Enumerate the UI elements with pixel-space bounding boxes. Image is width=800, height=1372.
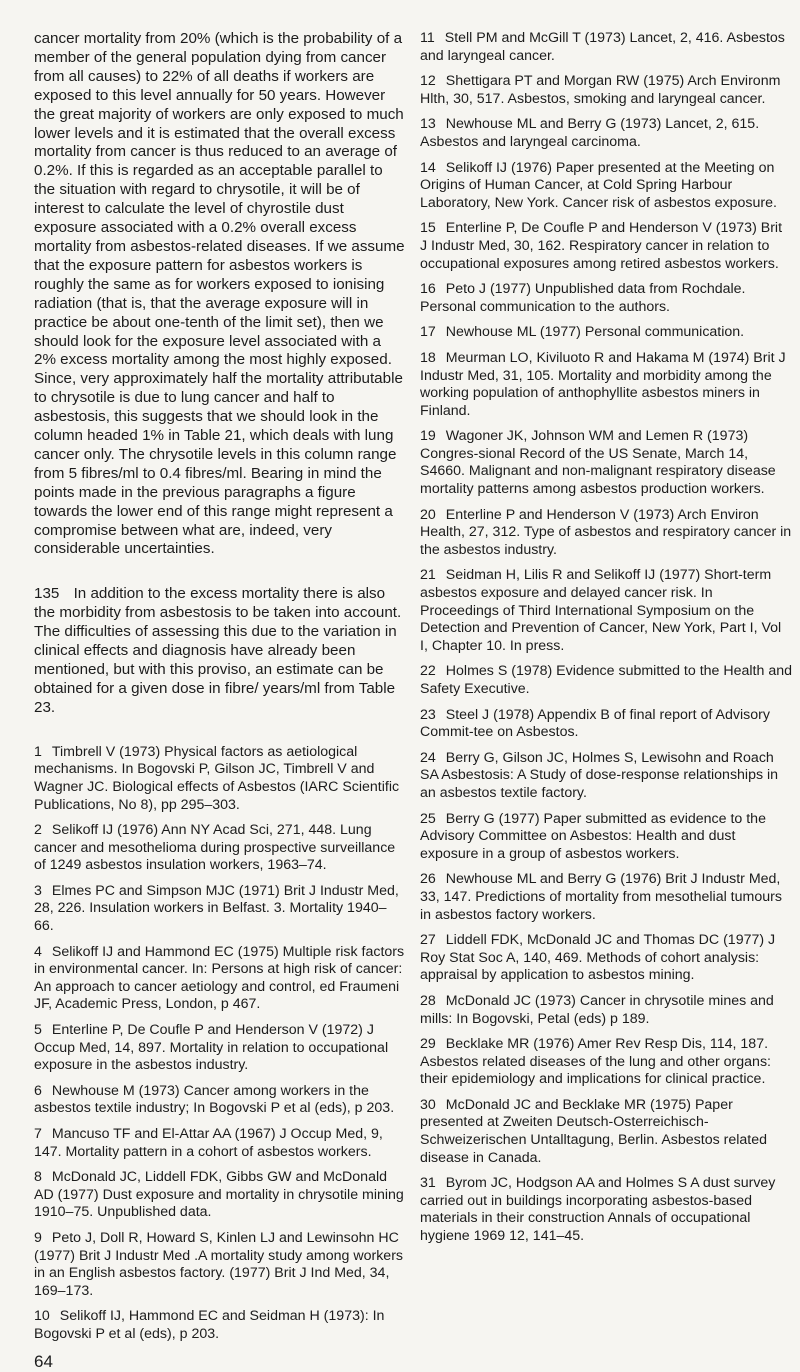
reference-number: 12 (420, 73, 436, 90)
reference-text: Newhouse ML (1977) Personal communication. (445, 324, 745, 341)
reference-number: 3 (34, 882, 42, 899)
reference-text: Steel J (1978) Appendix B of final report of Advisory Commit-tee on Asbestos. (420, 706, 770, 741)
reference-item (34, 822, 406, 875)
reference-number: 7 (34, 1126, 42, 1142)
reference-item (420, 160, 792, 213)
reference-item (420, 428, 792, 498)
reference-item (420, 73, 792, 108)
paragraph-135 (34, 585, 406, 717)
reference-number: 30 (420, 1096, 436, 1113)
reference-number: 4 (34, 943, 42, 960)
reference-number: 29 (420, 1036, 436, 1053)
reference-text: Selikoff IJ (1976) Paper presented at the Meeting on Origins of Human Cancer, at Cold Spring Harbour Laboratory, New York. Cancer risk of asbestos exposure. (420, 159, 777, 211)
reference-number: 28 (420, 992, 436, 1009)
reference-text: Shettigara PT and Morgan RW (1975) Arch Environm Hlth, 30, 517. Asbestos, smoking and laryngeal cancer. (420, 73, 781, 107)
reference-text: Newhouse M (1973) Cancer among workers in the asbestos textile industry; In Bogovski P et al (eds), p 203. (34, 1082, 395, 1117)
reference-text: Selikoff IJ and Hammond EC (1975) Multiple risk factors in environmental cancer. In: Persons at high risk of cancer: An approach to cancer aetiology and control, ed Fraumeni JF, Academic Press, London, p 467. (34, 943, 405, 1013)
reference-number: 19 (420, 428, 436, 445)
reference-number: 14 (420, 159, 436, 176)
references-list-left (34, 744, 406, 1344)
reference-text: Wagoner JK, Johnson WM and Lemen R (1973) Congres-sional Record of the US Senate, March 14, S4660. Malignant and non-malignant respiratory disease mortality patterns among asbestos production workers. (420, 428, 776, 498)
reference-number: 23 (420, 706, 436, 723)
right-column (420, 30, 792, 1254)
reference-text: Newhouse ML and Berry G (1976) Brit J Industr Med, 33, 147. Predictions of mortality from mesothelial tumours in asbestos factory workers. (420, 871, 782, 923)
reference-item (34, 883, 406, 936)
reference-number: 15 (420, 220, 436, 237)
reference-number: 13 (420, 116, 436, 133)
reference-text: Elmes PC and Simpson MJC (1971) Brit J Industr Med, 28, 226. Insulation workers in Belfast. 3. Mortality 1940–66. (34, 882, 399, 935)
reference-text: Byrom JC, Hodgson AA and Holmes S A dust survey carried out in buildings incorporating asbestos-based materials in their construction Annals of occupational hygiene 1969 12, 141–45. (420, 1175, 776, 1245)
reference-item (34, 1308, 406, 1343)
reference-text: McDonald JC, Liddell FDK, Gibbs GW and McDonald AD (1977) Dust exposure and mortality in chrysotile mining 1910–75. Unpublished data. (34, 1169, 404, 1221)
reference-number: 25 (420, 810, 436, 827)
reference-text: Holmes S (1978) Evidence submitted to the Health and Safety Executive. (420, 663, 792, 697)
reference-number: 5 (34, 1022, 42, 1039)
reference-number: 10 (34, 1308, 50, 1325)
body-paragraph: cancer mortality from 20% (which is the probability of a member of the general population dying from cancer from all causes) to 22% of all deaths if workers are exposed to this level annually for 50 years. However the great majority of workers are only exposed to much lower levels and it is estimated that the overall excess mortality from cancer is thus reduced to an average of 0.2%. If this is regarded as an acceptable parallel to the situation with regard to chrysotile, it will be of interest to calculate the level of chyrostile dust exposure associated with a 0.2% overall excess mortality from asbestos-related diseases. If we assume that the exposure pattern for asbestos workers is roughly the same as for workers exposed to ionising radiation (that is, that the average exposure will in practice be about one-tenth of the limit set), then we should look for the exposure level associated with a 2% excess mortality among the most highly exposed. Since, very approximately half the mortality attributable to chrysotile is due to lung cancer and half to asbestosis, this suggests that we should look in the column headed 1% in Table 21, which deals with lung cancer only. The chrysotile levels in this column range from 5 fibres/ml to 0.4 fibres/ml. Bearing in mind the points made in the previous paragraphs a figure towards the lower end of this range might represent a compromise between what are, indeed, very considerable uncertainties. (34, 30, 405, 558)
reference-item (420, 281, 792, 316)
reference-item (34, 744, 406, 814)
reference-text: Meurman LO, Kiviluoto R and Hakama M (1974) Brit J Industr Med, 31, 105. Mortality and morbidity among the working population of anthophyllite asbestos miners in Finland. (420, 349, 786, 419)
reference-text: Mancuso TF and El-Attar AA (1967) J Occup Med, 9, 147. Mortality pattern in a cohort of asbestos workers. (34, 1126, 383, 1160)
reference-text: Selikoff IJ (1976) Ann NY Acad Sci, 271, 448. Lung cancer and mesothelioma during prospective surveillance of 1249 asbestos insulation workers, 1963–74. (34, 822, 396, 874)
reference-number: 2 (34, 822, 42, 839)
reference-number: 9 (34, 1229, 42, 1246)
reference-item (420, 993, 792, 1028)
reference-number: 8 (34, 1169, 42, 1186)
reference-number: 16 (420, 281, 436, 298)
reference-number: 24 (420, 749, 436, 766)
reference-item (420, 507, 792, 560)
reference-text: Becklake MR (1976) Amer Rev Resp Dis, 114, 187. Asbestos related diseases of the lung and other organs: their epidemiology and implications for clinical practice. (420, 1036, 771, 1088)
reference-text: Enterline P, De Coufle P and Henderson V (1973) Brit J Industr Med, 30, 162. Respiratory cancer in relation to occupational exposures among retired asbestos workers. (420, 220, 783, 272)
reference-item (34, 1126, 406, 1161)
page-number: 64 (34, 1351, 53, 1371)
reference-item (420, 663, 792, 698)
paragraph-number: 135 (34, 585, 60, 603)
reference-number: 20 (420, 506, 436, 523)
paragraph-text: In addition to the excess mortality there is also the morbidity from asbestosis to be taken into account. The difficulties of assessing this due to the variation in clinical effects and diagnosis have already been mentioned, but with this proviso, an estimate can be obtained for a given dose in fibre/ years/ml from Table 23. (34, 585, 402, 716)
reference-text: Peto J (1977) Unpublished data from Rochdale. Personal communication to the authors. (420, 281, 746, 315)
reference-item (420, 324, 792, 342)
reference-item (420, 811, 792, 864)
reference-number: 18 (420, 349, 436, 366)
reference-number: 21 (420, 567, 436, 584)
reference-number: 1 (34, 743, 42, 760)
reference-text: McDonald JC and Becklake MR (1975) Paper presented at Zweiten Deutsch-Osterreichisch-Schweizerischen Untalltagung, Berlin. Asbestos related disease in Canada. (420, 1096, 767, 1166)
reference-text: Enterline P and Henderson V (1973) Arch Environ Health, 27, 312. Type of asbestos and respiratory cancer in the asbestos industry. (420, 506, 792, 558)
reference-item (34, 1169, 406, 1222)
reference-text: Seidman H, Lilis R and Selikoff IJ (1977) Short-term asbestos exposure and delayed cancer risk. In Proceedings of Third International Symposium on the Detection and Prevention of Cancer, New York, Part I, Vol I, Chapter 10. In press. (420, 567, 782, 654)
reference-item (420, 1036, 792, 1089)
reference-item (34, 1022, 406, 1075)
reference-item (420, 567, 792, 655)
reference-number: 6 (34, 1082, 42, 1099)
reference-text: Timbrell V (1973) Physical factors as aetiological mechanisms. In Bogovski P, Gilson JC, Timbrell V and Wagner JC. Biological effects of Asbestos (IARC Scientific Publications, No 8), pp 295–303. (34, 743, 400, 813)
reference-number: 27 (420, 932, 436, 949)
reference-item (420, 1175, 792, 1245)
reference-number: 17 (420, 324, 436, 341)
reference-item (420, 750, 792, 803)
reference-text: Berry G, Gilson JC, Holmes S, Lewisohn and Roach SA Asbestosis: A Study of dose-response relationships in an asbestos textile factory. (420, 749, 779, 801)
reference-text: Liddell FDK, McDonald JC and Thomas DC (1977) J Roy Stat Soc A, 140, 469. Methods of cohort analysis: appraisal by application to asbestos mining. (420, 932, 776, 984)
reference-item (34, 1083, 406, 1118)
reference-item (420, 707, 792, 742)
reference-text: Enterline P, De Coufle P and Henderson V (1972) J Occup Med, 14, 897. Mortality in relation to occupational exposure in the asbestos industry. (34, 1022, 389, 1074)
reference-item (420, 220, 792, 273)
reference-text: Berry G (1977) Paper submitted as evidence to the Advisory Committee on Asbestos: Health and dust exposure in a group of asbestos workers. (420, 810, 766, 862)
reference-text: Selikoff IJ, Hammond EC and Seidman H (1973): In Bogovski P et al (eds), p 203. (34, 1308, 385, 1342)
reference-item (420, 1097, 792, 1167)
reference-item (420, 350, 792, 420)
reference-item (34, 944, 406, 1014)
references-list-right (420, 30, 792, 1246)
reference-item (420, 30, 792, 65)
reference-text: McDonald JC (1973) Cancer in chrysotile mines and mills: In Bogovski, Petal (eds) p 189. (420, 992, 774, 1027)
left-column (34, 30, 406, 1372)
reference-item (420, 116, 792, 151)
reference-number: 26 (420, 871, 436, 888)
reference-text: Stell PM and McGill T (1973) Lancet, 2, 416. Asbestos and laryngeal cancer. (420, 30, 785, 64)
reference-text: Peto J, Doll R, Howard S, Kinlen LJ and Lewinsohn HC (1977) Brit J Industr Med .A mortality study among workers in an English asbestos factory. (1977) Brit J Ind Med, 34, 169–173. (34, 1229, 404, 1299)
reference-text: Newhouse ML and Berry G (1973) Lancet, 2, 615. Asbestos and laryngeal carcinoma. (420, 116, 760, 150)
reference-number: 22 (420, 663, 436, 680)
reference-number: 11 (420, 30, 435, 46)
reference-item (420, 871, 792, 924)
reference-number: 31 (420, 1175, 436, 1192)
reference-item (34, 1230, 406, 1300)
reference-item (420, 932, 792, 985)
